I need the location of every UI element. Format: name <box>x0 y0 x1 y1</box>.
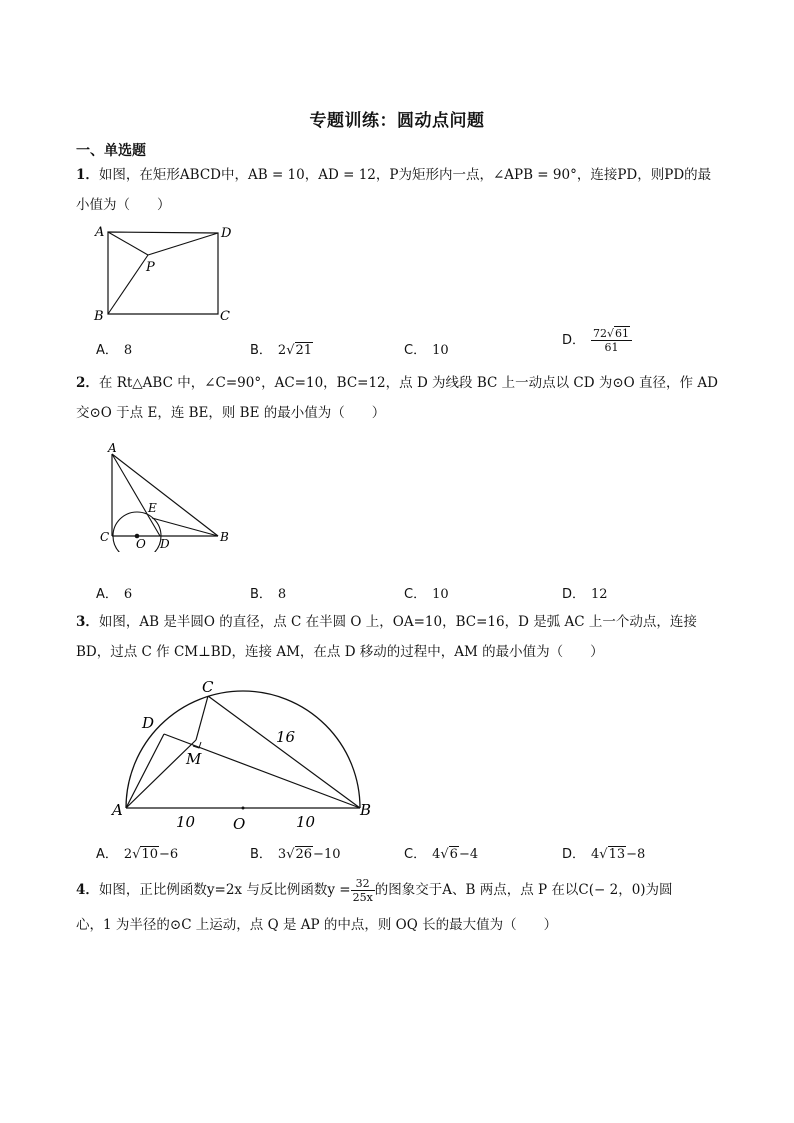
question-line: 心，1 为半径的⊙C 上运动，点 Q 是 AP 的中点，则 OQ 长的最大值为（ ） <box>76 917 558 933</box>
segment-pd <box>148 233 218 255</box>
option-a[interactable]: A． 6 <box>96 587 133 602</box>
question-3-text-cont <box>76 643 736 661</box>
question-4-text <box>76 877 736 904</box>
fraction: $\frac{32}{25x}$ <box>352 877 373 904</box>
question-4-text-cont <box>76 916 736 934</box>
segment-pb <box>108 255 148 314</box>
option-d[interactable]: D． 4√13−8 <box>562 847 646 862</box>
label-a: A <box>95 225 105 240</box>
section-heading: 一、单选题 <box>76 143 146 159</box>
option-d[interactable]: D． $\frac{72√61}{61}$ <box>562 327 632 354</box>
segment-cm <box>196 696 208 740</box>
label-c: C <box>100 530 110 544</box>
option-c[interactable]: C． 10 <box>404 343 449 358</box>
question-line: BD，过点 C 作 CM⊥BD，连接 AM，在点 D 移动的过程中，AM 的最小值为（ ） <box>76 644 604 660</box>
label-m: M <box>186 750 202 768</box>
question-number: 2． <box>76 375 99 391</box>
option-d[interactable]: D． 12 <box>562 587 608 602</box>
label-p: P <box>146 260 155 275</box>
question-1-text-cont <box>76 196 736 214</box>
fraction: $\frac{72√61}{61}$ <box>591 327 632 354</box>
question-2-text <box>76 374 736 392</box>
label-e: E <box>148 501 157 515</box>
question-line: 如图，在矩形ABCD中，AB = 10，AD = 12，P为矩形内一点，∠APB = 90°，连接PD，则PD的最 <box>98 167 712 183</box>
rectangle-shape <box>108 232 218 314</box>
option-a[interactable]: A． 8 <box>96 343 133 358</box>
label-b: B <box>220 530 229 544</box>
label-a: A <box>108 441 117 455</box>
figure-right-triangle-circle <box>96 440 236 552</box>
option-b[interactable]: B． 8 <box>250 587 287 602</box>
length-label-ao: 10 <box>176 813 196 831</box>
question-line: 的图象交于A、B 两点，点 P 在以C(− 2，0)为圆 <box>374 882 673 898</box>
segment-ad <box>112 454 160 536</box>
figure-rectangle-abcd <box>90 222 240 324</box>
question-line: 如图，AB 是半圆O 的直径，点 C 在半圆 O 上，OA=10，BC=16，D 是弧 AC 上一个动点，连接 <box>98 614 697 630</box>
question-line: 小值为（ ） <box>76 197 171 213</box>
length-label-ob: 10 <box>296 813 316 831</box>
segment-db <box>164 734 360 808</box>
option-a[interactable]: A． 2√10−6 <box>96 847 179 862</box>
label-o: O <box>233 815 246 833</box>
segment-ap <box>108 232 148 255</box>
label-c: C <box>202 678 214 696</box>
segment-cb <box>208 696 360 808</box>
label-d: D <box>221 226 232 241</box>
question-2-text-cont <box>76 404 736 422</box>
figure-semicircle <box>104 674 384 834</box>
segment-be <box>152 518 218 536</box>
question-number: 4． <box>76 882 99 898</box>
question-line: 在 Rt△ABC 中，∠C=90°，AC=10，BC=12，点 D 为线段 BC 上一动点以 CD 为⊙O 直径，作 AD <box>98 375 718 391</box>
center-point-o <box>242 807 245 810</box>
question-number: 1． <box>76 167 99 183</box>
label-b: B <box>94 309 104 324</box>
label-a: A <box>112 801 123 819</box>
question-line: 如图，正比例函数y=2x 与反比例函数y = <box>98 882 351 898</box>
option-c[interactable]: C． 10 <box>404 587 449 602</box>
question-number: 3． <box>76 614 99 630</box>
option-b[interactable]: B． 3√26−10 <box>250 847 341 862</box>
semicircle-arc <box>126 691 360 808</box>
label-c: C <box>220 309 230 324</box>
question-3-text <box>76 613 736 631</box>
option-c[interactable]: C． 4√6−4 <box>404 847 479 862</box>
label-b: B <box>360 801 372 819</box>
label-d: D <box>142 714 155 732</box>
segment-ab <box>112 454 218 536</box>
label-d: D <box>160 537 170 551</box>
label-o: O <box>136 537 146 551</box>
question-line: 交⊙O 于点 E，连 BE，则 BE 的最小值为（ ） <box>76 405 386 421</box>
option-b[interactable]: B． 2√21 <box>250 343 313 358</box>
question-1-text <box>76 166 736 184</box>
length-label-bc: 16 <box>276 728 296 746</box>
page-title: 专题训练：圆动点问题 <box>309 111 485 131</box>
